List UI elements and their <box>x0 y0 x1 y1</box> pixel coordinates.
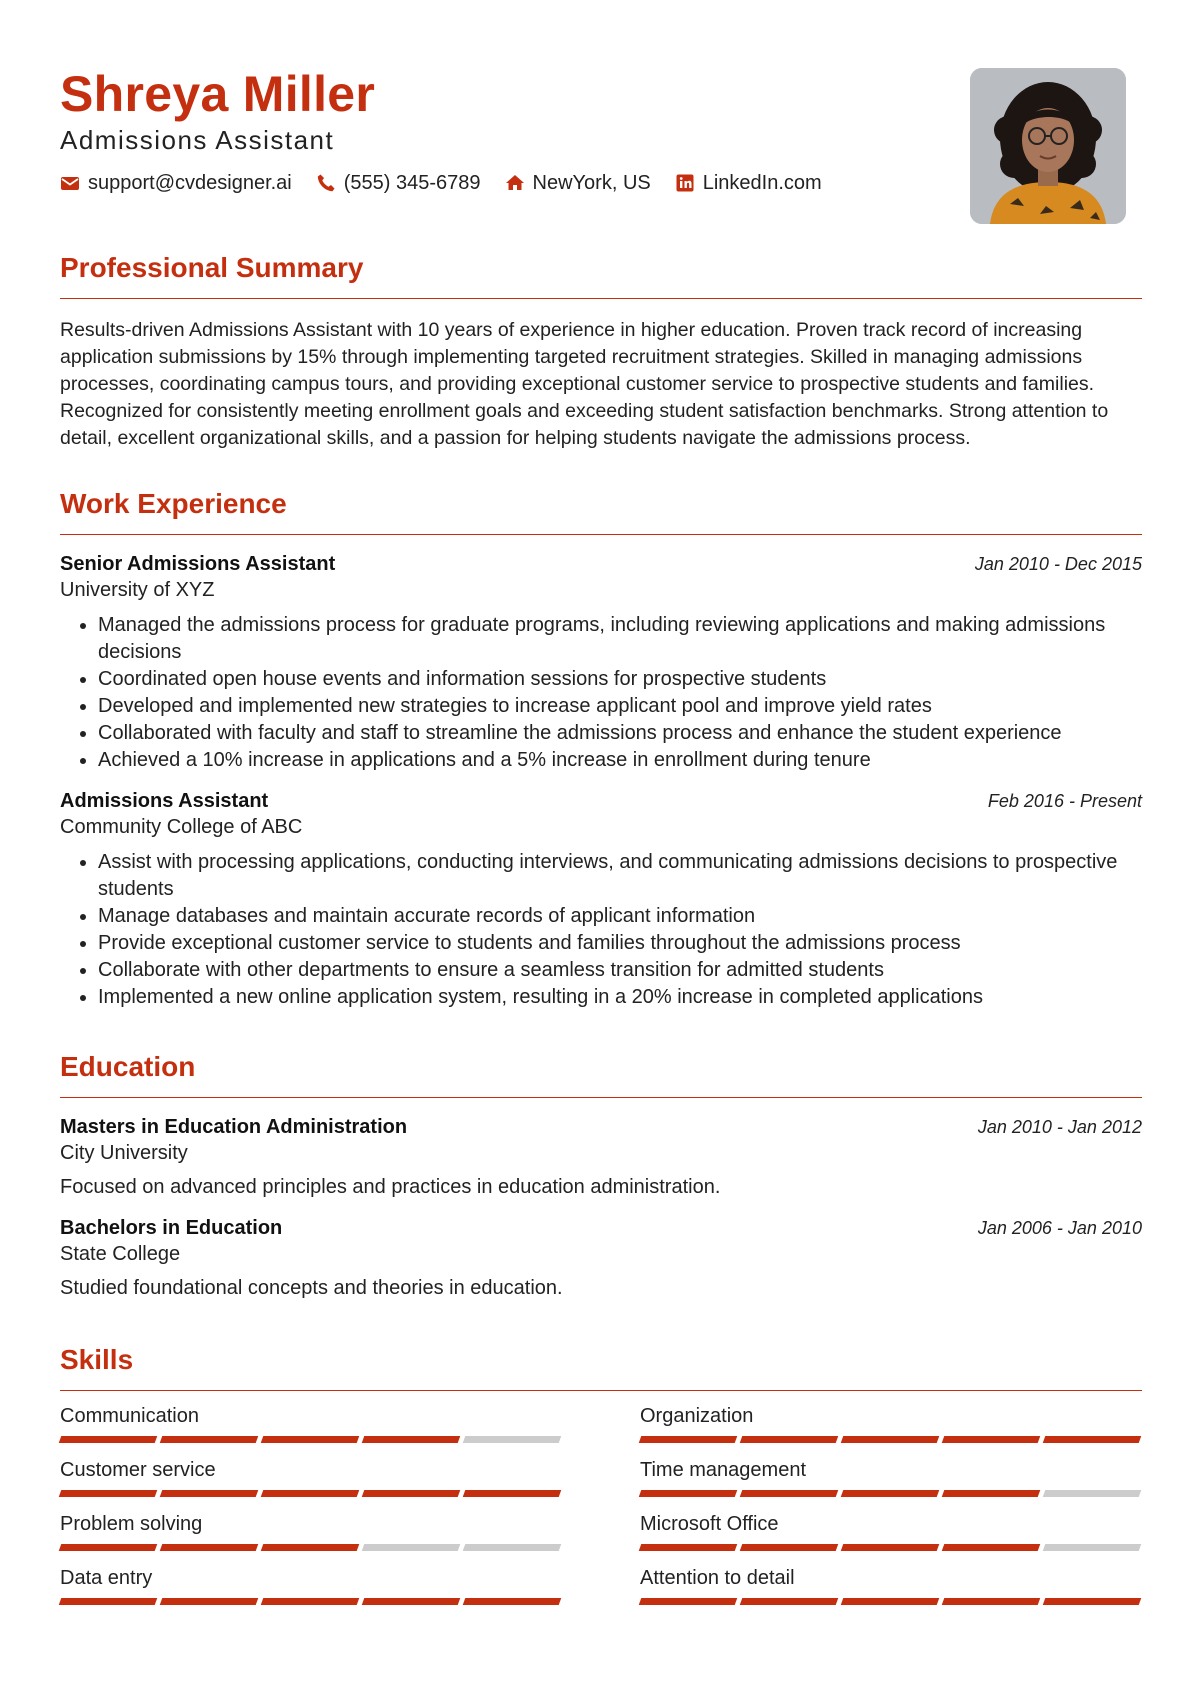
skill-item <box>640 1457 1140 1497</box>
skill-level-segment <box>1043 1436 1142 1443</box>
skill-level-segment <box>639 1544 738 1551</box>
skill-level-segment <box>841 1436 940 1443</box>
school-name: State College <box>60 1243 181 1265</box>
education-description: Focused on advanced principles and practices in education administration. <box>60 1176 721 1198</box>
education-description: Studied foundational concepts and theories in education. <box>60 1277 563 1299</box>
phone-icon <box>316 173 336 193</box>
list-item: • Coordinated open house events and information sessions for prospective students <box>98 666 1142 693</box>
profile-photo <box>970 68 1126 224</box>
skill-level-segment <box>1043 1598 1142 1605</box>
job-bullets <box>60 849 1142 1011</box>
skill-level-segment <box>160 1436 259 1443</box>
job-date: Jan 2010 - Dec 2015 <box>974 554 1142 574</box>
linkedin-icon <box>675 173 695 193</box>
skill-item <box>640 1565 1140 1605</box>
job-org: University of XYZ <box>60 579 215 601</box>
skill-item <box>640 1403 1140 1443</box>
skill-name: Organization <box>640 1405 754 1427</box>
section-divider <box>60 534 1142 535</box>
skill-level-segment <box>160 1598 259 1605</box>
skill-name: Problem solving <box>60 1513 203 1535</box>
section-divider <box>60 1390 1142 1391</box>
list-item: • Collaborated with faculty and staff to streamline the admissions process and enhance the student experience <box>98 720 1142 747</box>
skill-level-segment <box>59 1598 158 1605</box>
skill-level-segment <box>463 1436 562 1443</box>
job-entry <box>60 551 1142 774</box>
contact-phone[interactable] <box>316 170 481 196</box>
section-heading: Skills <box>60 1344 134 1375</box>
skill-level-bar <box>640 1598 1140 1605</box>
skill-level-segment <box>1043 1490 1142 1497</box>
skill-level-segment <box>59 1544 158 1551</box>
resume-page <box>60 0 1142 1605</box>
skill-level-segment <box>740 1544 839 1551</box>
candidate-title: Admissions Assistant <box>60 125 335 155</box>
section-heading: Education <box>60 1051 196 1082</box>
job-bullets <box>60 612 1142 774</box>
degree-title: Masters in Education Administration <box>60 1116 408 1138</box>
skill-name: Microsoft Office <box>640 1513 779 1535</box>
education-date: Jan 2010 - Jan 2012 <box>977 1117 1142 1137</box>
resume-header <box>60 0 1142 232</box>
list-item: • Collaborate with other departments to ensure a seamless transition for admitted students <box>98 957 1142 984</box>
skill-item <box>60 1457 560 1497</box>
profile-portrait-image <box>970 68 1126 224</box>
skill-level-segment <box>362 1598 461 1605</box>
skill-item <box>60 1565 560 1605</box>
experience-section <box>60 486 1142 1011</box>
school-name: City University <box>60 1142 188 1164</box>
job-title: Admissions Assistant <box>60 790 269 812</box>
job-title: Senior Admissions Assistant <box>60 553 336 575</box>
skill-level-bar <box>60 1544 560 1551</box>
skill-level-segment <box>160 1544 259 1551</box>
summary-text: Results-driven Admissions Assistant with 10 years of experience in higher education. Proven track record of increasing application submissions by 15% through implementing targeted recruitment strategies. Skilled in managing admissions processes, coordinating campus tours, and providing exceptional customer service to prospective students and families. Recognized for consistently meeting enrollment goals and exceeding student satisfaction benchmarks. Strong attention to detail, excellent organizational skills, and a passion for helping students navigate the admissions process. <box>60 319 1109 449</box>
skill-item <box>640 1511 1140 1551</box>
list-item: • Achieved a 10% increase in applications and a 5% increase in enrollment during tenure <box>98 747 1142 774</box>
skill-level-segment <box>463 1490 562 1497</box>
job-entry <box>60 788 1142 1011</box>
skill-level-segment <box>160 1490 259 1497</box>
skill-level-segment <box>841 1490 940 1497</box>
skill-level-segment <box>362 1490 461 1497</box>
section-divider <box>60 298 1142 299</box>
home-icon <box>505 173 525 193</box>
list-item: • Assist with processing applications, conducting interviews, and communicating admissions decisions to prospective students <box>98 849 1142 903</box>
skill-item <box>60 1511 560 1551</box>
skill-level-segment <box>639 1598 738 1605</box>
skill-level-segment <box>740 1598 839 1605</box>
skills-grid <box>60 1403 1142 1605</box>
list-item: • Manage databases and maintain accurate records of applicant information <box>98 903 1142 930</box>
skill-level-segment <box>59 1436 158 1443</box>
list-item: • Implemented a new online application system, resulting in a 20% increase in completed applications <box>98 984 1142 1011</box>
skill-level-segment <box>942 1544 1041 1551</box>
skill-level-segment <box>1043 1544 1142 1551</box>
degree-title: Bachelors in Education <box>60 1217 283 1239</box>
contact-email-text: support@cvdesigner.ai <box>88 172 292 194</box>
skill-level-segment <box>841 1598 940 1605</box>
candidate-name: Shreya Miller <box>60 66 376 122</box>
skill-level-segment <box>261 1436 360 1443</box>
section-divider <box>60 1097 1142 1098</box>
skill-name: Customer service <box>60 1459 216 1481</box>
section-heading: Professional Summary <box>60 252 364 283</box>
skill-level-segment <box>639 1436 738 1443</box>
skill-level-bar <box>640 1544 1140 1551</box>
education-entry <box>60 1215 1142 1302</box>
skill-item <box>60 1403 560 1443</box>
education-entry <box>60 1114 1142 1201</box>
skill-level-segment <box>261 1598 360 1605</box>
list-item: • Provide exceptional customer service to students and families throughout the admissions process <box>98 930 1142 957</box>
contact-linkedin-text: LinkedIn.com <box>702 172 822 194</box>
skill-level-segment <box>740 1436 839 1443</box>
contact-location-text: NewYork, US <box>532 172 651 194</box>
skill-level-segment <box>59 1490 158 1497</box>
skill-level-segment <box>261 1490 360 1497</box>
skill-name: Data entry <box>60 1567 153 1589</box>
contact-linkedin[interactable] <box>675 170 822 196</box>
job-date: Feb 2016 - Present <box>987 791 1142 811</box>
skill-name: Time management <box>640 1459 806 1481</box>
skill-level-bar <box>60 1598 560 1605</box>
skill-level-segment <box>463 1598 562 1605</box>
list-item: • Developed and implemented new strategies to increase applicant pool and improve yield rates <box>98 693 1142 720</box>
skill-level-segment <box>740 1490 839 1497</box>
skill-level-bar <box>640 1490 1140 1497</box>
skill-level-segment <box>261 1544 360 1551</box>
skills-section <box>60 1342 1142 1605</box>
summary-section <box>60 250 1142 452</box>
contact-email[interactable] <box>60 170 292 196</box>
skill-name: Communication <box>60 1405 199 1427</box>
skill-level-segment <box>463 1544 562 1551</box>
contact-row <box>60 170 822 196</box>
skill-name: Attention to detail <box>640 1567 795 1589</box>
skill-level-segment <box>362 1436 461 1443</box>
skill-level-bar <box>60 1490 560 1497</box>
education-section <box>60 1049 1142 1302</box>
skill-level-segment <box>362 1544 461 1551</box>
skill-level-segment <box>639 1490 738 1497</box>
skill-level-segment <box>841 1544 940 1551</box>
skill-level-segment <box>942 1490 1041 1497</box>
contact-phone-text: (555) 345-6789 <box>343 172 481 194</box>
job-org: Community College of ABC <box>60 816 303 838</box>
section-heading: Work Experience <box>60 488 287 519</box>
skill-level-bar <box>60 1436 560 1443</box>
contact-location <box>505 170 651 196</box>
education-date: Jan 2006 - Jan 2010 <box>977 1218 1142 1238</box>
email-icon <box>60 173 80 193</box>
skill-level-bar <box>640 1436 1140 1443</box>
skill-level-segment <box>942 1598 1041 1605</box>
skill-level-segment <box>942 1436 1041 1443</box>
list-item: • Managed the admissions process for graduate programs, including reviewing applications and making admissions decisions <box>98 612 1142 666</box>
